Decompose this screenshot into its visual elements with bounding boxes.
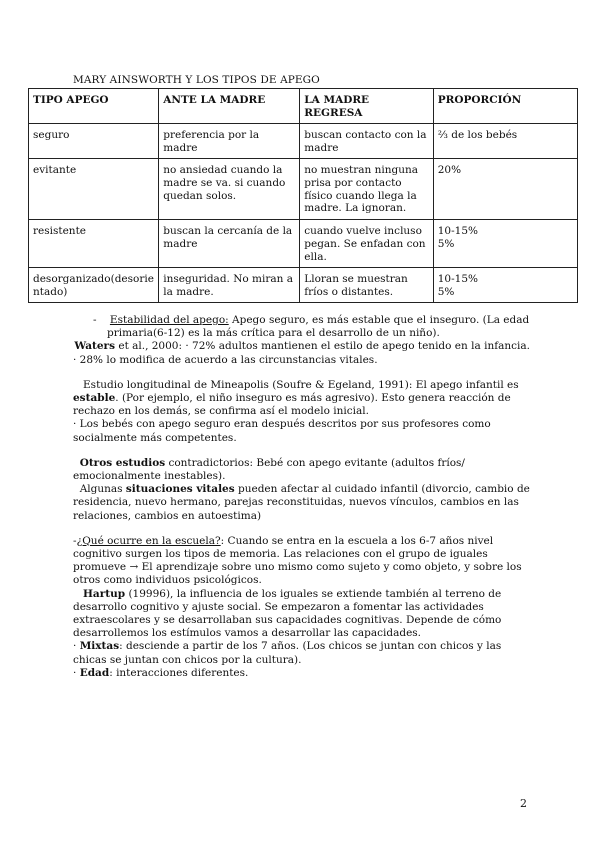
situaciones-bold: situaciones vitales <box>125 483 235 496</box>
cell-before-mother: buscan la cercanía de la madre <box>159 220 300 268</box>
paragraph-situaciones <box>73 483 533 523</box>
edad-bold: Edad <box>79 666 110 679</box>
situaciones-pre: Algunas <box>79 483 126 496</box>
cell-before-mother: preferencia por la madre <box>159 124 300 159</box>
header-la-madre-regresa: LA MADRE REGRESA <box>300 89 433 124</box>
cell-proportion: 10-15% 5% <box>433 220 577 268</box>
cell-proportion: ⅔ de los bebés <box>433 124 577 159</box>
mixtas-text: : desciende a partir de los 7 años. (Los chicos se juntan con chicos y las chicas se juntan con chicos por la cultura). <box>73 640 502 666</box>
paragraph-mixtas <box>73 640 533 666</box>
paragraph-bebes: · Los bebés con apego seguro eran después descritos por sus profesores como socialmente más competentes. <box>73 418 491 444</box>
cell-type: desorganizado(desorientado) <box>29 268 159 303</box>
estabilidad-label: Estabilidad del apego: <box>109 314 229 326</box>
waters-text: et al., 2000: · 72% adultos mantienen el estilo de apego tenido en la infancia. <box>115 340 530 353</box>
escuela-pre: - <box>73 534 77 547</box>
cell-mother-returns: no muestran ninguna prisa por contacto físico cuando llega la madre. La ignoran. <box>300 159 433 220</box>
cell-proportion: 20% <box>433 159 577 220</box>
otros-text: contradictorios: Bebé con apego evitante (adultos fríos/ emocionalmente inestables). <box>73 456 465 483</box>
paragraph-waters-2: · 28% lo modifica de acuerdo a las circunstancias vitales. <box>73 353 378 366</box>
cell-mother-returns: Lloran se muestran fríos o distantes. <box>300 268 433 303</box>
minneapolis-post: . (Por ejemplo, el niño inseguro es más agresivo). Esto genera reacción de rechazo en los demás, se confirma así el modelo inicial. <box>73 392 511 418</box>
escuela-text: : Cuando se entra en la escuela a los 6-7 años nivel cognitivo surgen los tipos de memoria. Las relaciones con el grupo de iguales promueve → El aprendizaje sobre uno mismo como sujeto y como objeto, y sobre los otros como individuos psicológicos. <box>73 534 522 587</box>
paragraph-hartup <box>73 588 533 641</box>
paragraph-estabilidad <box>73 314 533 340</box>
cell-type: seguro <box>29 124 159 159</box>
table-row <box>29 268 578 303</box>
escuela-label: ¿Qué ocurre en la escuela? <box>76 534 221 547</box>
otros-bold: Otros estudios <box>79 456 166 469</box>
minneapolis-pre: Estudio longitudinal de Mineapolis (Soufre & Egeland, 1991): El apego infantil es <box>83 378 519 391</box>
edad-text: : interacciones diferentes. <box>109 666 249 679</box>
paragraph-otros <box>73 457 533 483</box>
hartup-text: (19996), la influencia de los iguales se extiende también al terreno de desarrollo cognitivo y ajuste social. Se empezaron a fomentar las actividades extraescolares y se desarrollaban sus capacidades cognitivas. Depende de cómo desarrollemos los estímulos vamos a desarrollar las capacidades. <box>73 587 502 640</box>
paragraph-waters <box>71 340 533 353</box>
table-row <box>29 220 578 268</box>
edad-pre: · <box>73 666 80 679</box>
header-tipo-apego: TIPO APEGO <box>29 89 159 124</box>
cell-before-mother: inseguridad. No miran a la madre. <box>159 268 300 303</box>
estabilidad-text: Apego seguro, es más estable que el inseguro. (La edad primaria(6-12) es la más crítica para el desarrollo de un niño). <box>107 314 530 340</box>
paragraph-escuela <box>73 535 533 588</box>
header-proporcion: PROPORCIÓN <box>433 89 577 124</box>
cell-type: evitante <box>29 159 159 220</box>
mixtas-bold: Mixtas <box>79 640 120 653</box>
table-row <box>29 159 578 220</box>
cell-type: resistente <box>29 220 159 268</box>
paragraph-minneapolis <box>73 379 533 419</box>
cell-before-mother: no ansiedad cuando la madre se va. si cuando quedan solos. <box>159 159 300 220</box>
cell-mother-returns: buscan contacto con la madre <box>300 124 433 159</box>
paragraph-edad <box>73 667 533 680</box>
body-text <box>73 314 533 680</box>
cell-proportion: 10-15% 5% <box>433 268 577 303</box>
minneapolis-bold: estable <box>73 392 116 405</box>
table-header-row <box>29 89 578 124</box>
mixtas-pre: · <box>73 640 80 653</box>
cell-mother-returns: cuando vuelve incluso pegan. Se enfadan con ella. <box>300 220 433 268</box>
situaciones-post: pueden afectar al cuidado infantil (divorcio, cambio de residencia, nuevo hermano, parejas reconstituidas, nuevos vínculos, cambios en las relaciones, cambios en autoestima) <box>73 483 530 522</box>
page-number: 2 <box>520 797 527 810</box>
bullet-dash: - <box>93 314 97 326</box>
waters-name: Waters <box>74 340 116 353</box>
hartup-bold: Hartup <box>83 587 126 600</box>
attachment-types-table <box>28 88 578 303</box>
table-row <box>29 124 578 159</box>
header-ante-la-madre: ANTE LA MADRE <box>159 89 300 124</box>
document-title: MARY AINSWORTH Y LOS TIPOS DE APEGO <box>73 74 320 86</box>
